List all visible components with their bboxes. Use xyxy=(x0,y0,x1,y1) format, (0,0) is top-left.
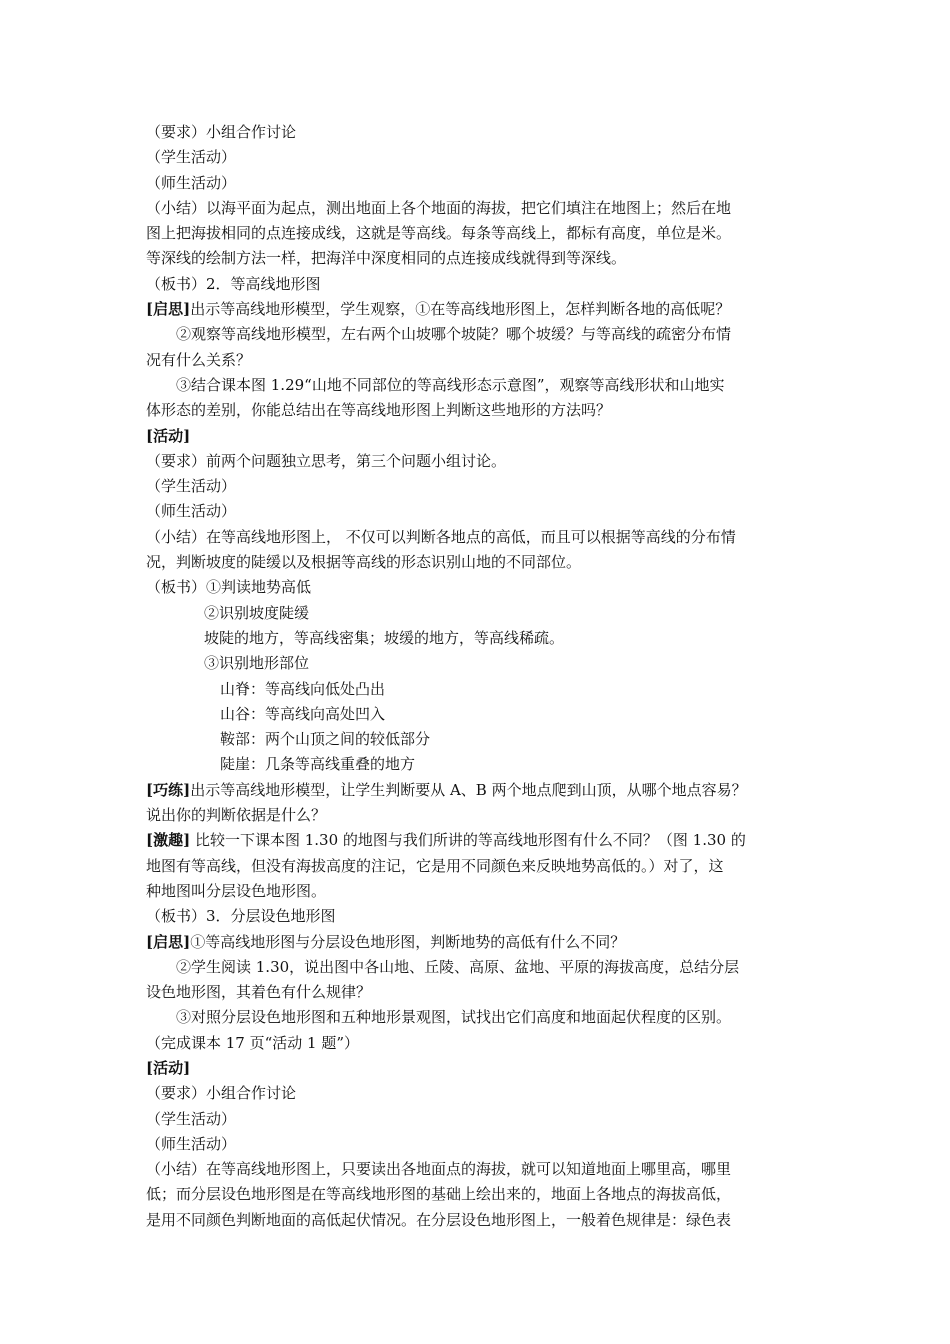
text-line: （师生活动） xyxy=(146,173,237,192)
text-line: 山脊：等高线向低处凸出 xyxy=(220,679,386,698)
text-line: ③识别地形部位 xyxy=(204,654,310,673)
text-line: （师生活动） xyxy=(146,502,237,521)
text-line xyxy=(146,828,816,853)
text-line: 设色地形图，其着色有什么规律？ xyxy=(146,983,372,1002)
text-line: （小结）以海平面为起点，测出地面上各个地面的海拔，把它们填注在地图上；然后在地 xyxy=(146,198,732,217)
text-line: （板书）①判读地势高低 xyxy=(146,578,312,597)
text-line: 体形态的差别，你能总结出在等高线地形图上判断这些地形的方法吗？ xyxy=(146,401,612,420)
text-line: （板书）2．等高线地形图 xyxy=(146,274,321,293)
text-span: ①等高线地形图与分层设色地形图，判断地势的高低有什么不同？ xyxy=(190,932,626,951)
section-label-activity: [活动] xyxy=(146,1058,191,1077)
text-line: 况有什么关系？ xyxy=(146,350,252,369)
text-line xyxy=(146,778,816,803)
text-line: 山谷：等高线向高处凹入 xyxy=(220,704,386,723)
text-line: 况，判断坡度的陡缓以及根据等高线的形态识别山地的不同部位。 xyxy=(146,553,582,572)
text-span: 出示等高线地形模型，让学生判断要从 A、B 两个地点爬到山顶，从哪个地点容易？ xyxy=(190,780,747,799)
section-label-jiqu: [激趣] xyxy=(146,831,191,850)
text-span: 出示等高线地形模型，学生观察，①在等高线地形图上，怎样判断各地的高低呢？ xyxy=(190,300,731,319)
text-line: 等深线的绘制方法一样，把海洋中深度相同的点连接成线就得到等深线。 xyxy=(146,249,627,268)
text-line: ②学生阅读 1.30，说出图中各山地、丘陵、高原、盆地、平原的海拔高度，总结分层 xyxy=(176,957,740,976)
text-line: （学生活动） xyxy=(146,1109,237,1128)
section-label-activity: [活动] xyxy=(146,426,191,445)
text-line: （师生活动） xyxy=(146,1134,237,1153)
text-line: （学生活动） xyxy=(146,477,237,496)
text-line: ③对照分层设色地形图和五种地形景观图，试找出它们高度和地面起伏程度的区别。 xyxy=(176,1008,732,1027)
text-line: （要求）小组合作讨论 xyxy=(146,123,297,141)
text-line: ②观察等高线地形模型，左右两个山坡哪个坡陡？哪个坡缓？与等高线的疏密分布情 xyxy=(176,325,732,344)
text-line: （小结）在等高线地形图上，只要读出各地面点的海拔，就可以知道地面上哪里高，哪里 xyxy=(146,1160,732,1179)
text-line: 鞍部：两个山顶之间的较低部分 xyxy=(220,730,431,749)
text-line: （板书）3．分层设色地形图 xyxy=(146,907,336,926)
section-label-qiaolian: [巧练] xyxy=(146,780,191,799)
text-line: 说出你的判断依据是什么？ xyxy=(146,806,327,825)
text-line: 是用不同颜色判断地面的高低起伏情况。在分层设色地形图上，一般着色规律是：绿色表 xyxy=(146,1210,732,1229)
text-line: 低；而分层设色地形图是在等高线地形图的基础上绘出来的，地面上各地点的海拔高低， xyxy=(146,1185,732,1204)
section-label-qisi: [启思] xyxy=(146,300,191,319)
text-line: （学生活动） xyxy=(146,148,237,167)
text-line: 地图有等高线，但没有海拔高度的注记，它是用不同颜色来反映地势高低的。）对了，这 xyxy=(146,856,724,875)
document-body xyxy=(146,120,816,1233)
text-line: （小结）在等高线地形图上， 不仅可以判断各地点的高低，而且可以根据等高线的分布情 xyxy=(146,527,736,546)
text-line: 种地图叫分层设色地形图。 xyxy=(146,881,327,900)
section-label-qisi: [启思] xyxy=(146,932,191,951)
text-line xyxy=(146,297,816,322)
text-line: ②识别坡度陡缓 xyxy=(204,603,310,622)
text-line: ③结合课本图 1.29“山地不同部位的等高线形态示意图”，观察等高线形状和山地实 xyxy=(176,375,725,394)
text-line: 坡陡的地方，等高线密集；坡缓的地方，等高线稀疏。 xyxy=(204,628,565,647)
text-line: （要求）小组合作讨论 xyxy=(146,1084,297,1103)
text-line: 图上把海拔相同的点连接成线，这就是等高线。每条等高线上，都标有高度，单位是米。 xyxy=(146,224,732,243)
text-line xyxy=(146,930,816,955)
text-span: 比较一下课本图 1.30 的地图与我们所讲的等高线地形图有什么不同？（图 1.30 的 xyxy=(190,831,746,850)
text-line: （完成课本 17 页“活动 1 题”） xyxy=(146,1033,360,1052)
text-line: （要求）前两个问题独立思考，第三个问题小组讨论。 xyxy=(146,451,507,470)
text-line: 陡崖：几条等高线重叠的地方 xyxy=(220,755,416,774)
